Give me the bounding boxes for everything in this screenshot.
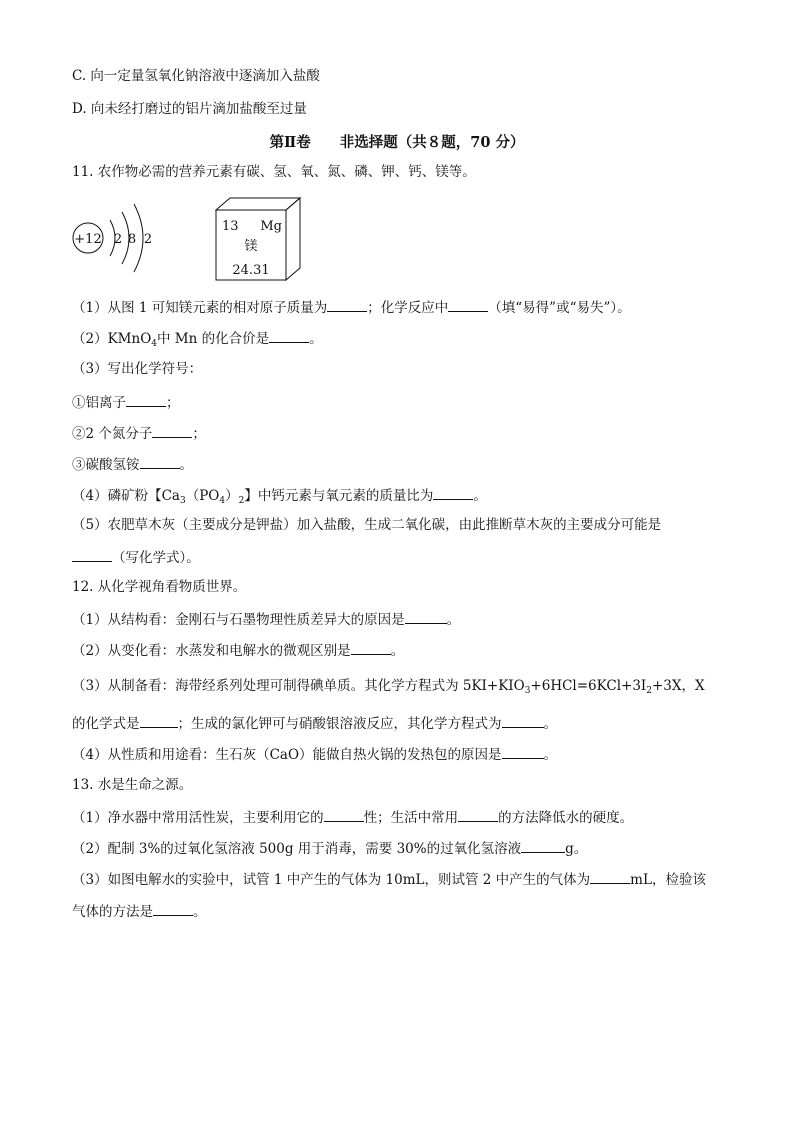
answer-blank[interactable]: [72, 547, 112, 562]
shell-2-electrons: 8: [127, 232, 137, 247]
q12-stem: 12. 从化学视角看物质世界。: [72, 579, 247, 595]
answer-blank[interactable]: [327, 297, 367, 312]
subscript: 2: [646, 686, 652, 696]
q13-part3-line1: [72, 869, 706, 889]
bracket-open: 【: [148, 488, 162, 504]
q11-part3-item2-text: ②2 个氮分子: [72, 426, 153, 442]
q12-part1-text-b: 。: [446, 612, 461, 628]
q12-part3-text-c: +3X，X: [651, 678, 705, 694]
q11-part3-item3-end: 。: [179, 457, 193, 473]
subscript: 4: [151, 339, 157, 349]
formula-po: （PO: [185, 488, 220, 504]
formula-paren-close: ）: [225, 488, 239, 504]
q11-part3-item1: [72, 392, 180, 412]
q11-part2-text-a: （2）KMnO: [72, 331, 152, 347]
q11-part4-text-a: （4）磷矿粉: [72, 488, 149, 504]
answer-blank[interactable]: [351, 640, 391, 655]
answer-blank[interactable]: [590, 869, 630, 884]
element-mass: 24.31: [232, 263, 270, 278]
answer-blank[interactable]: [502, 713, 544, 728]
bracket-close: 】: [244, 488, 258, 504]
element-name: 镁: [244, 239, 258, 254]
q12-part3-text-a: （3）从制备看：海带经系列处理可制得碘单质。其化学方程式为 5KI+KIO: [72, 678, 525, 694]
q12-part4-text-b: 。: [543, 747, 558, 763]
option-c: C. 向一定量氢氧化钠溶液中逐滴加入盐酸: [72, 68, 320, 84]
answer-blank[interactable]: [502, 744, 544, 759]
q13-part2-text-a: （2）配制 3%的过氧化氢溶液 500g 用于消毒，需要 30%的过氧化氢溶液: [72, 841, 522, 857]
answer-blank[interactable]: [140, 454, 180, 469]
answer-blank[interactable]: [324, 807, 364, 822]
q13-part1-text-b: 性；生活中常用: [363, 810, 459, 826]
subscript: 4: [219, 496, 226, 506]
subscript: 2: [238, 496, 245, 506]
q13-part3-line2: [72, 901, 207, 921]
answer-blank[interactable]: [140, 713, 178, 728]
q13-part2-text-b: g。: [565, 841, 588, 857]
q11-part5-text-b: （写化学式）。: [112, 550, 200, 566]
q12-part2-text-b: 。: [390, 643, 405, 659]
subscript: 3: [179, 496, 186, 506]
q11-part3-item2: [72, 423, 206, 443]
q11-part2: [72, 328, 323, 353]
q12-part1-text-a: （1）从结构看：金刚石与石墨物理性质差异大的原因是: [72, 612, 405, 628]
section-title: 第Ⅱ卷 非选择题（共８题，70 分）: [269, 134, 525, 151]
q12-part3-text-b: +6HCl=6KCl+3I: [530, 678, 647, 694]
answer-blank[interactable]: [153, 901, 193, 916]
element-number: 13: [222, 219, 239, 234]
q11-part3-item1-end: ；: [166, 395, 180, 411]
q11-part2-text-b: 中 Mn 的化合价是: [157, 331, 270, 347]
q11-part3-item1-text: ①铝离子: [72, 395, 126, 411]
answer-blank[interactable]: [152, 423, 192, 438]
q13-part3-text-b: mL，检验该: [630, 872, 706, 888]
q11-part5-line1: （5）农肥草木灰（主要成分是钾盐）加入盐酸，生成二氧化碳，由此推断草木灰的主要成分可能是: [72, 517, 662, 533]
option-d: D. 向未经打磨过的铝片滴加盐酸至过量: [72, 101, 307, 117]
q13-part1-text-c: 的方法降低水的硬度。: [498, 810, 634, 826]
q12-part3-line2: [72, 713, 557, 733]
shell-3-electrons: 2: [143, 232, 153, 247]
answer-blank[interactable]: [433, 485, 473, 500]
q11-part1-text-c: （填“易得”或“易失”）。: [488, 300, 631, 316]
mg-atom-structure-diagram: [72, 198, 172, 278]
shell-1-electrons: 2: [113, 232, 123, 247]
q11-part1-text-b: ；化学反应中: [367, 300, 449, 316]
q13-part1: [72, 807, 633, 827]
q12-part3-text-e: ；生成的氯化钾可与硝酸银溶液反应，其化学方程式为: [177, 716, 502, 732]
q11-part5-line2: [72, 547, 200, 567]
q12-part3-text-f: 。: [543, 716, 557, 732]
q12-part4: [72, 744, 557, 764]
q11-part1-text-a: （1）从图 1 可知镁元素的相对原子质量为: [72, 300, 328, 316]
q13-part3-text-a: （3）如图电解水的实验中，试管 1 中产生的气体为 10mL，则试管 2 中产生的气体为: [72, 872, 591, 888]
q12-part4-text-a: （4）从性质和用途看：生石灰（CaO）能做自热火锅的发热包的原因是: [72, 747, 502, 763]
nucleus-charge: +12: [74, 232, 102, 247]
q12-part3-text-d: 的化学式是: [72, 716, 140, 732]
q11-part1: [72, 297, 631, 317]
q13-stem: 13. 水是生命之源。: [72, 777, 193, 793]
q11-part4-text-c: 。: [473, 488, 487, 504]
answer-blank[interactable]: [448, 297, 488, 312]
q13-part3-text-c: 气体的方法是: [72, 904, 153, 920]
q12-part2-text-a: （2）从变化看：水蒸发和电解水的微观区别是: [72, 643, 351, 659]
q11-part2-text-c: 。: [309, 331, 323, 347]
answer-blank[interactable]: [269, 328, 309, 343]
q11-part3: （3）写出化学符号：: [72, 361, 203, 377]
answer-blank[interactable]: [458, 807, 498, 822]
q13-part3-text-d: 。: [193, 904, 207, 920]
q11-part4: [72, 485, 487, 510]
subscript: 3: [524, 686, 531, 696]
q11-part3-item3-text: ③碳酸氢铵: [72, 457, 140, 473]
q12-part2: [72, 640, 404, 660]
answer-blank[interactable]: [521, 838, 565, 853]
q13-part2: [72, 838, 587, 858]
answer-blank[interactable]: [405, 609, 447, 624]
q11-part3-item2-end: ；: [192, 426, 206, 442]
q12-part3-line1: [72, 677, 705, 700]
element-symbol: Mg: [260, 219, 282, 234]
q11-stem: 11. 农作物必需的营养元素有碳、氢、氧、氮、磷、钾、钙、镁等。: [72, 164, 476, 180]
q11-part4-text-b: 中钙元素与氧元素的质量比为: [257, 488, 434, 504]
formula-ca: Ca: [161, 488, 180, 504]
q13-part1-text-a: （1）净水器中常用活性炭，主要利用它的: [72, 810, 324, 826]
cube-side-face: [286, 198, 300, 280]
q12-part1: [72, 609, 460, 629]
answer-blank[interactable]: [126, 392, 166, 407]
q11-part3-item3: [72, 454, 193, 474]
mg-element-cube: [212, 196, 304, 284]
